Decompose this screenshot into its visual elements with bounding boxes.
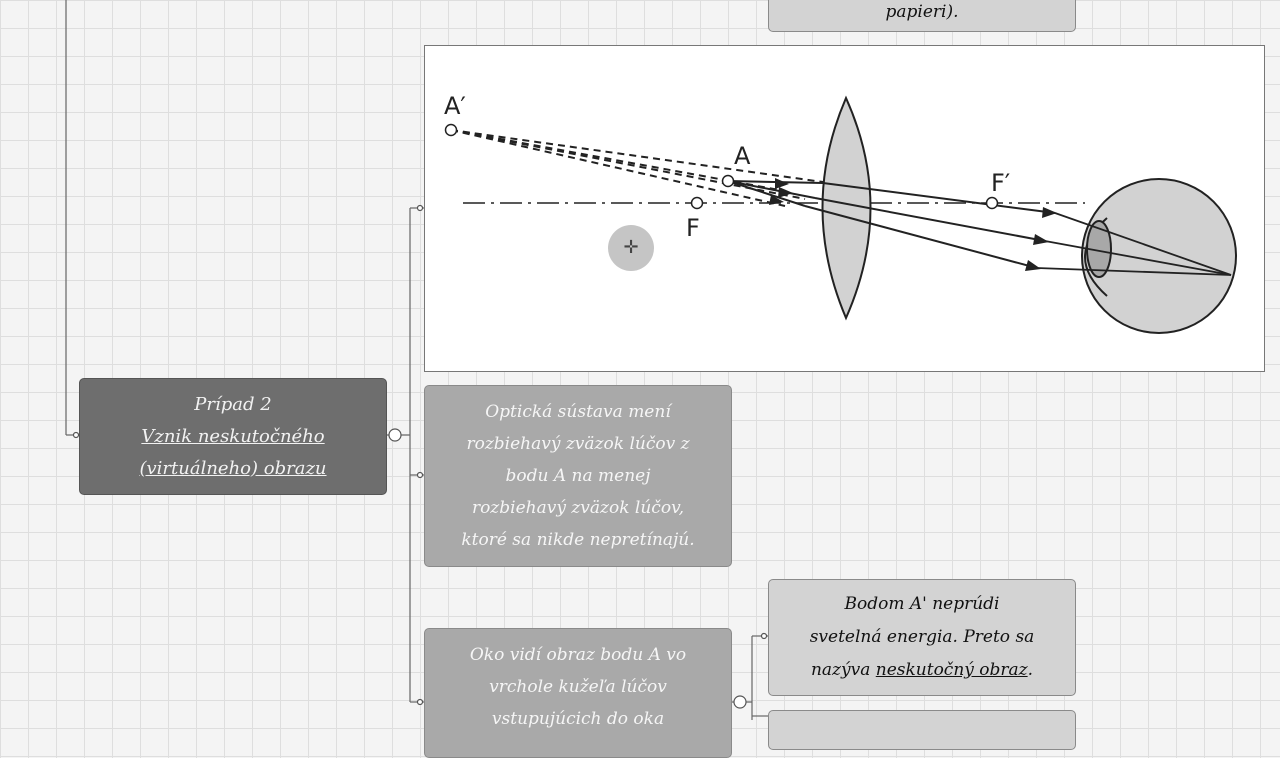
label-a: A [734,142,751,170]
note-node-eye-sees[interactable] [424,628,732,758]
virtual-image-term: neskutočný obraz [875,660,1028,680]
eye-line: Oko vidí obraz bodu A vo [469,645,687,665]
crosshair-move-icon: ✛ [623,237,639,258]
eye-line: vstupujúcich do oka [491,709,665,729]
optics-line: Optická sústava mení [485,402,671,422]
optics-line: rozbiehavý zväzok lúčov, [471,498,685,518]
label-a-prime: A′ [444,92,466,120]
energy-line-1: Bodom A' neprúdi [844,594,1000,614]
lens-eye-diagram [425,46,1264,371]
optics-line: rozbiehavý zväzok lúčov z [466,434,690,454]
topic-node-pripad-2[interactable] [79,378,387,495]
optics-line: bodu A na menej [505,466,651,486]
note-node-papieri[interactable] [768,0,1076,32]
energy-prefix: nazýva [810,660,876,680]
label-f-prime: F′ [991,169,1011,197]
energy-line-2: svetelná energia. Preto sa [809,627,1035,647]
case-subtitle-1: Vznik neskutočného [141,425,325,447]
energy-line-3 [811,654,1033,687]
case-subtitle-2: (virtuálneho) obrazu [139,457,327,479]
eye-line: vrchole kužeľa lúčov [489,677,667,697]
note-node-optical-system[interactable] [424,385,732,567]
optics-line: ktoré sa nikde nepretínajú. [461,530,695,550]
label-f: F [686,214,700,242]
energy-suffix: . [1027,660,1034,680]
note-node-next[interactable] [768,710,1076,750]
case-title: Prípad 2 [194,393,272,415]
virtual-image-diagram[interactable] [424,45,1265,372]
note-text: papieri). [885,2,959,22]
note-node-virtual-image[interactable] [768,579,1076,696]
